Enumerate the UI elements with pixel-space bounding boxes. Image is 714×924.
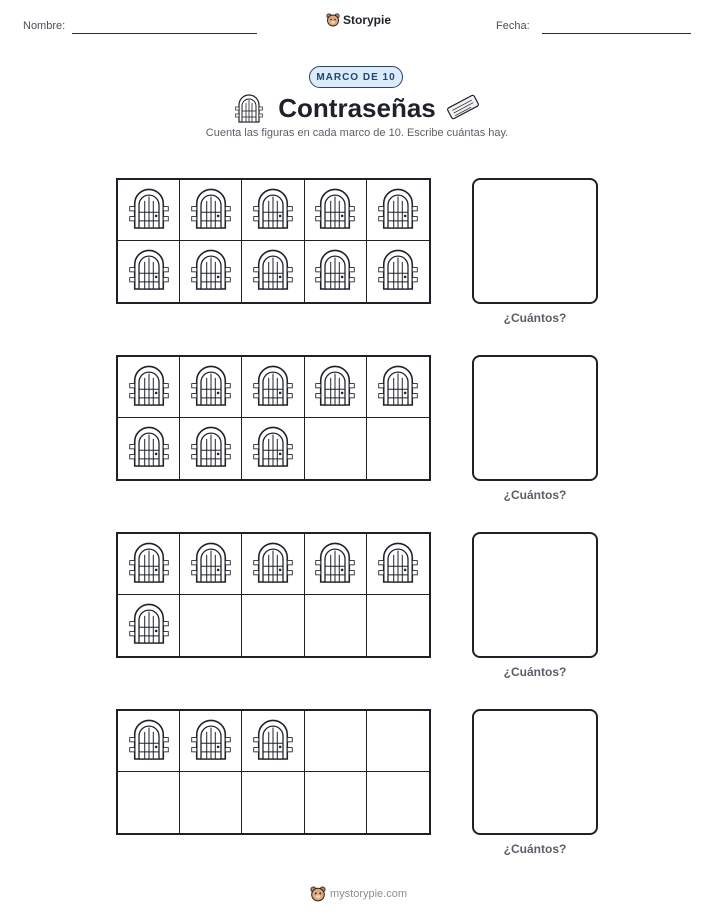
frame-cell [305, 595, 367, 656]
frame-cell [367, 180, 429, 241]
frame-cell [305, 180, 367, 241]
door-icon [253, 246, 293, 297]
door-icon [191, 539, 231, 590]
frame-cell [242, 357, 304, 418]
answer-label: ¿Cuántos? [503, 665, 567, 679]
door-icon [129, 600, 169, 651]
bear-mascot-icon [310, 886, 326, 902]
frame-cell [305, 418, 367, 479]
frame-cell [242, 180, 304, 241]
instructions: Cuenta las figuras en cada marco de 10. Escribe cuántas hay. [205, 127, 509, 139]
answer-box[interactable] [472, 532, 598, 658]
frame-cell [367, 534, 429, 595]
door-icon [315, 246, 355, 297]
frame-cell [180, 595, 242, 656]
door-icon [191, 362, 231, 413]
frame-cell [118, 180, 180, 241]
door-icon [129, 423, 169, 474]
ten-frame [116, 532, 431, 658]
frame-cell [118, 595, 180, 656]
door-icon [378, 362, 418, 413]
answer-label: ¿Cuántos? [503, 488, 567, 502]
door-icon [315, 539, 355, 590]
answer-box[interactable] [472, 709, 598, 835]
door-icon [378, 246, 418, 297]
frame-cell [367, 418, 429, 479]
frame-cell [305, 772, 367, 833]
answer-box[interactable] [472, 178, 598, 304]
footer-url: mystorypie.com [330, 888, 408, 900]
door-icon [315, 362, 355, 413]
frame-cell [367, 241, 429, 302]
door-icon [129, 716, 169, 767]
frame-cell [180, 534, 242, 595]
frame-cell [118, 357, 180, 418]
answer-label: ¿Cuántos? [503, 311, 567, 325]
title-row [0, 90, 714, 126]
page-title: Contraseñas [278, 93, 436, 123]
frame-cell [118, 241, 180, 302]
door-icon [378, 185, 418, 236]
door-icon [191, 716, 231, 767]
name-label: Nombre: [23, 20, 66, 32]
password-tile-icon [445, 94, 481, 120]
frame-cell [180, 180, 242, 241]
frame-cell [118, 418, 180, 479]
ten-frame [116, 178, 431, 304]
frame-cell [242, 241, 304, 302]
brand-name: Storypie [343, 13, 392, 27]
door-icon [378, 539, 418, 590]
ten-frame [116, 355, 431, 481]
brand-logo [326, 13, 391, 27]
frame-cell [242, 595, 304, 656]
frame-cell [242, 418, 304, 479]
ten-frame [116, 709, 431, 835]
door-icon [129, 539, 169, 590]
door-icon [253, 423, 293, 474]
frame-cell [180, 241, 242, 302]
door-icon [191, 423, 231, 474]
door-icon [191, 185, 231, 236]
frame-cell [242, 772, 304, 833]
answer-box[interactable] [472, 355, 598, 481]
frame-cell [367, 595, 429, 656]
activity-badge: MARCO DE 10 [309, 66, 403, 88]
name-line[interactable] [72, 33, 257, 34]
frame-cell [118, 534, 180, 595]
frame-cell [305, 357, 367, 418]
door-icon [253, 539, 293, 590]
bear-mascot-icon [326, 13, 340, 27]
frame-cell [305, 534, 367, 595]
date-label: Fecha: [496, 20, 530, 32]
door-icon [129, 362, 169, 413]
frame-cell [367, 357, 429, 418]
date-line[interactable] [542, 33, 691, 34]
door-icon [253, 716, 293, 767]
door-icon [253, 362, 293, 413]
door-icon [129, 185, 169, 236]
frame-cell [242, 534, 304, 595]
frame-cell [180, 711, 242, 772]
frame-cell [305, 241, 367, 302]
footer [310, 886, 407, 902]
door-icon [129, 246, 169, 297]
frame-cell [118, 711, 180, 772]
frame-cell [305, 711, 367, 772]
door-icon [253, 185, 293, 236]
frame-cell [367, 772, 429, 833]
door-icon [315, 185, 355, 236]
frame-cell [180, 418, 242, 479]
frame-cell [118, 772, 180, 833]
door-icon [191, 246, 231, 297]
frame-cell [180, 357, 242, 418]
frame-cell [367, 711, 429, 772]
frame-cell [180, 772, 242, 833]
answer-label: ¿Cuántos? [503, 842, 567, 856]
frame-cell [242, 711, 304, 772]
